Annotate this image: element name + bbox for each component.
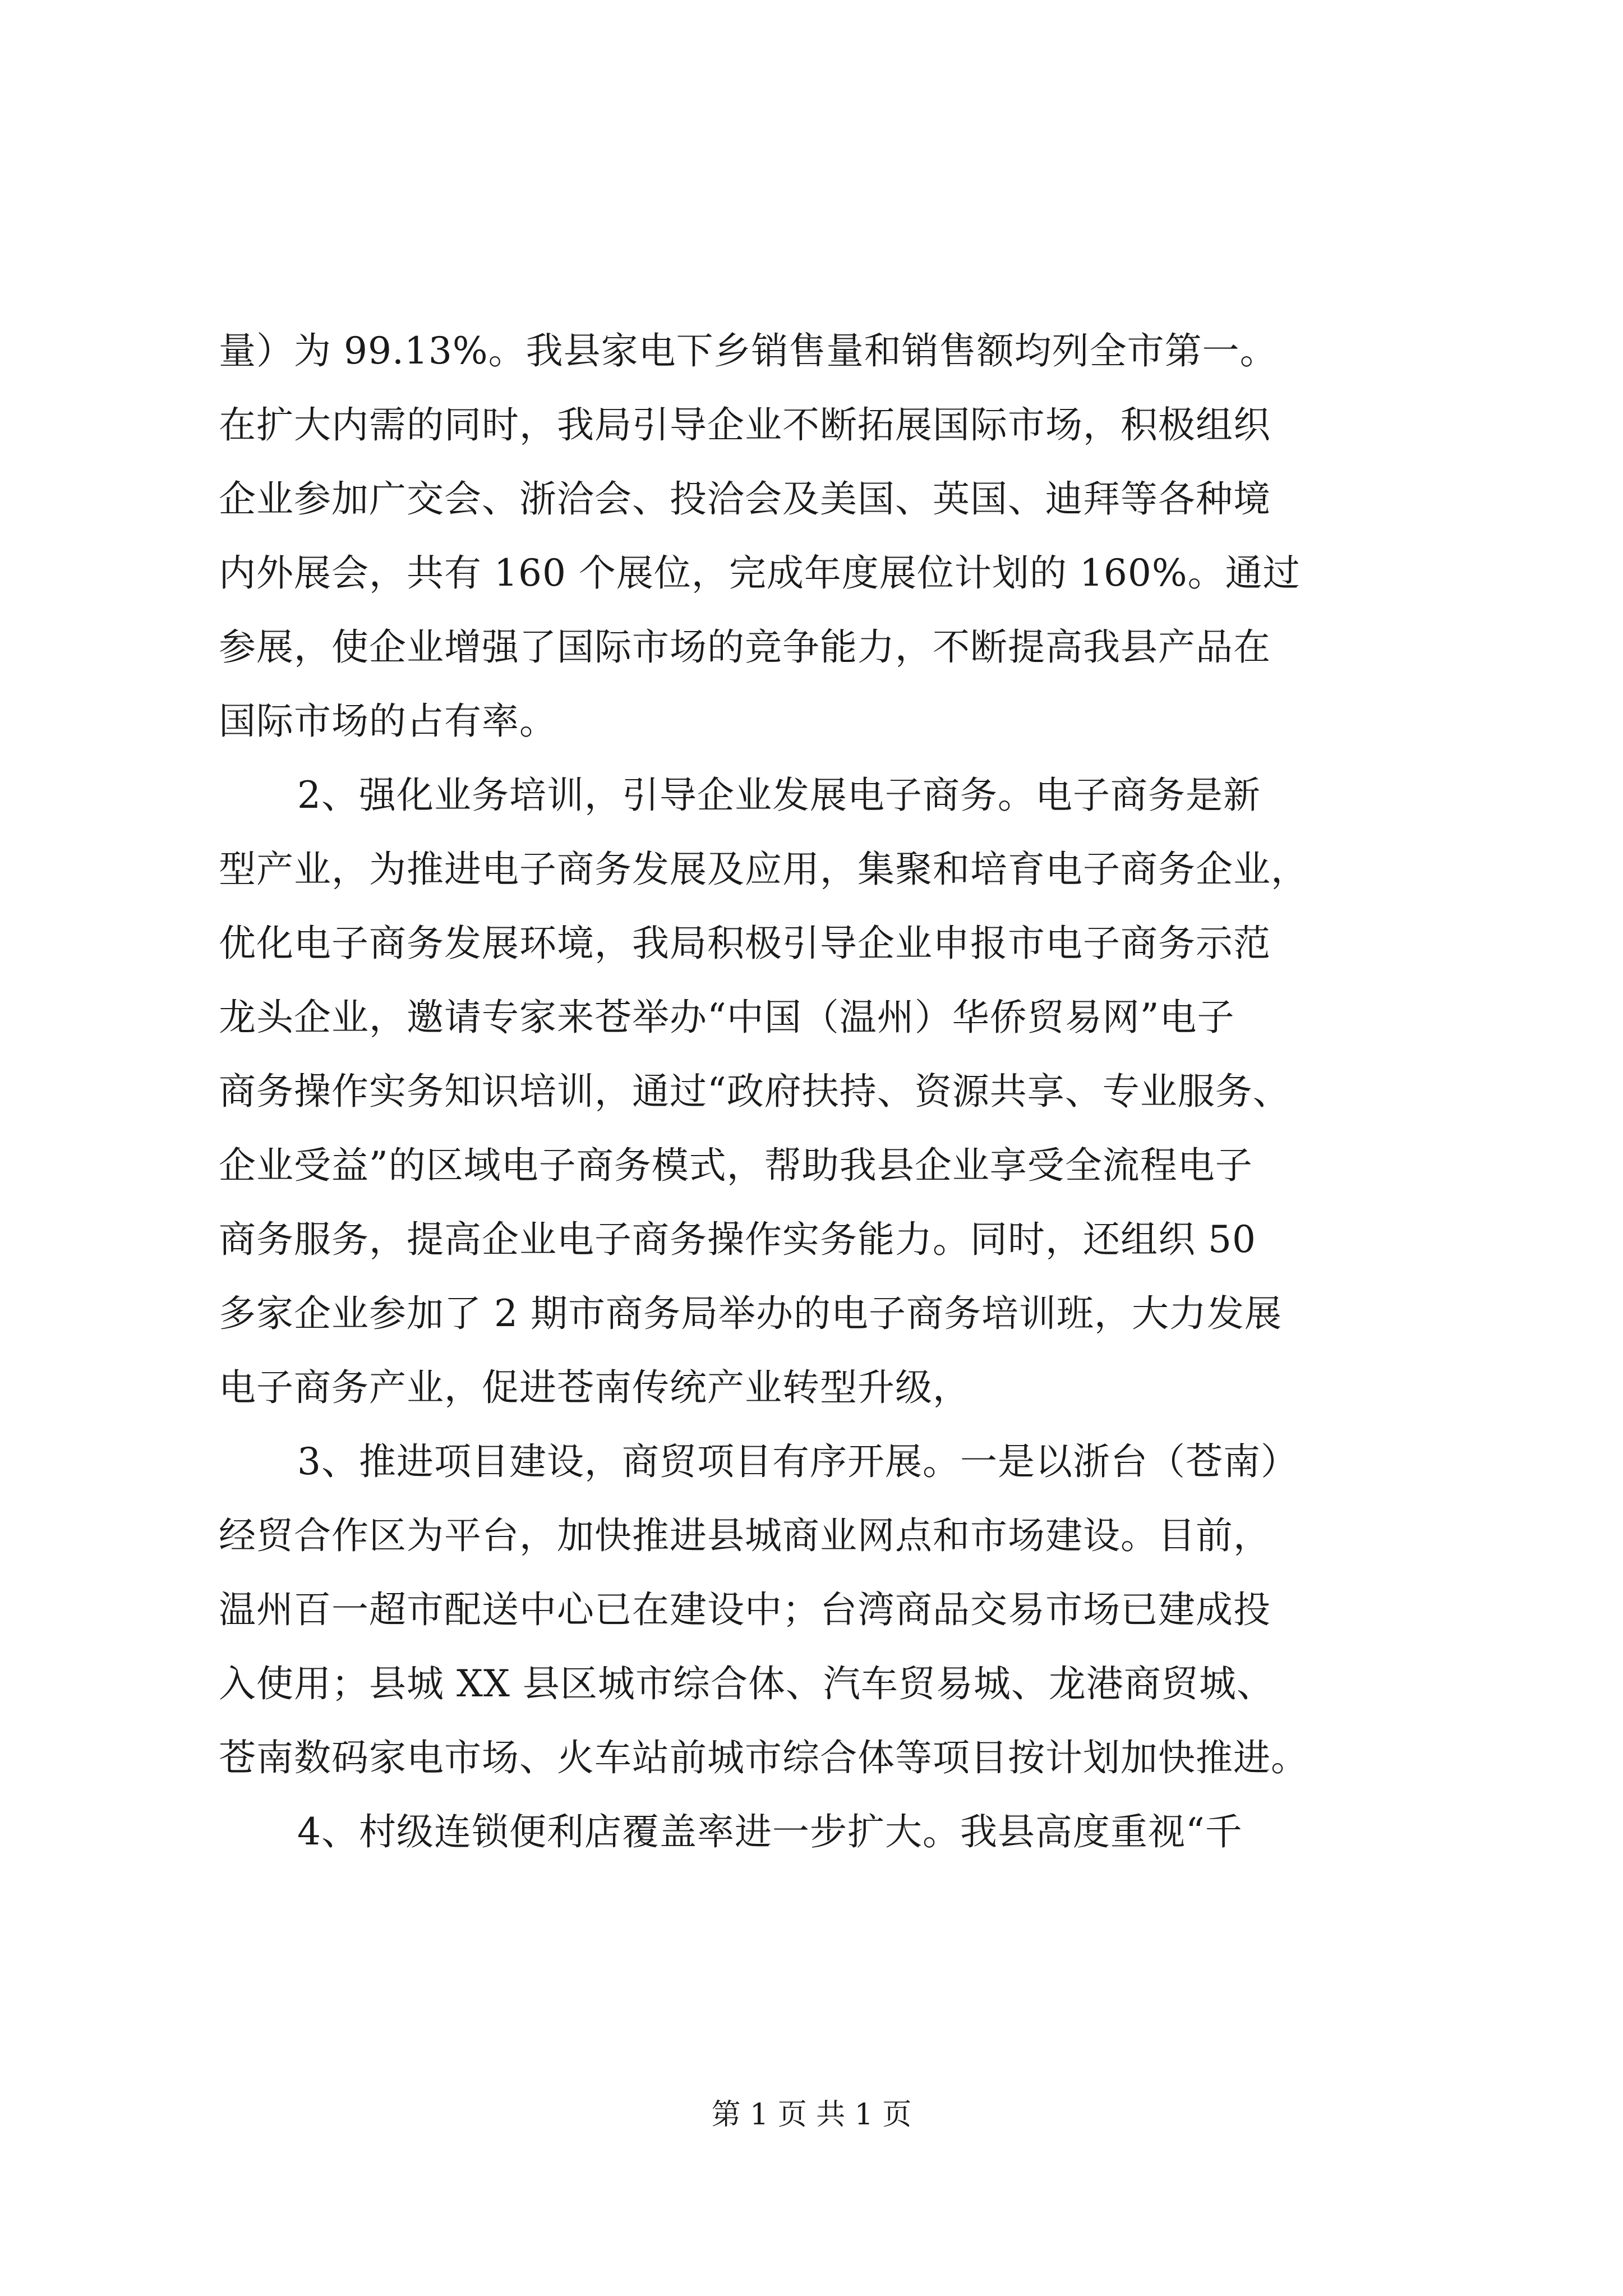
text-line: 量）为 99.13%。我县家电下乡销售量和销售额均列全市第一。 [219, 329, 1278, 372]
page-footer: 第 1 页 共 1 页 [711, 2098, 912, 2132]
paragraph-start-line: 3、推进项目建设，商贸项目有序开展。一是以浙台（苍南） [297, 1440, 1298, 1483]
text-line: 温州百一超市配送中心已在建设中；台湾商品交易市场已建成投 [219, 1588, 1271, 1631]
text-line: 商务操作实务知识培训，通过“政府扶持、资源共享、专业服务、 [219, 1070, 1290, 1113]
text-line: 商务服务，提高企业电子商务操作实务能力。同时，还组织 50 [219, 1218, 1256, 1261]
text-line: 优化电子商务发展环境，我局积极引导企业申报市电子商务示范 [219, 922, 1271, 965]
text-line: 型产业，为推进电子商务发展及应用，集聚和培育电子商务企业， [219, 848, 1308, 891]
text-line: 在扩大内需的同时，我局引导企业不断拓展国际市场，积极组织 [219, 403, 1271, 447]
text-line: 电子商务产业，促进苍南传统产业转型升级， [219, 1366, 970, 1409]
text-line: 入使用；县城 XX 县区城市综合体、汽车贸易城、龙港商贸城、 [219, 1662, 1274, 1705]
paragraph-start-line: 4、村级连锁便利店覆盖率进一步扩大。我县高度重视“千 [297, 1810, 1243, 1853]
text-line: 龙头企业，邀请专家来苍举办“中国（温州）华侨贸易网”电子 [219, 996, 1235, 1039]
text-line: 苍南数码家电市场、火车站前城市综合体等项目按计划加快推进。 [219, 1736, 1308, 1779]
text-line: 企业受益”的区域电子商务模式，帮助我县企业享受全流程电子 [219, 1144, 1253, 1187]
text-line: 企业参加广交会、浙洽会、投洽会及美国、英国、迪拜等各种境 [219, 477, 1271, 521]
text-line: 内外展会，共有 160 个展位，完成年度展位计划的 160%。通过 [219, 551, 1301, 595]
text-line: 经贸合作区为平台，加快推进县城商业网点和市场建设。目前， [219, 1514, 1271, 1557]
text-line: 多家企业参加了 2 期市商务局举办的电子商务培训班，大力发展 [219, 1292, 1282, 1335]
text-line: 参展，使企业增强了国际市场的竞争能力，不断提高我县产品在 [219, 625, 1271, 669]
text-line: 国际市场的占有率。 [219, 700, 557, 743]
paragraph-start-line: 2、强化业务培训，引导企业发展电子商务。电子商务是新 [297, 774, 1261, 817]
